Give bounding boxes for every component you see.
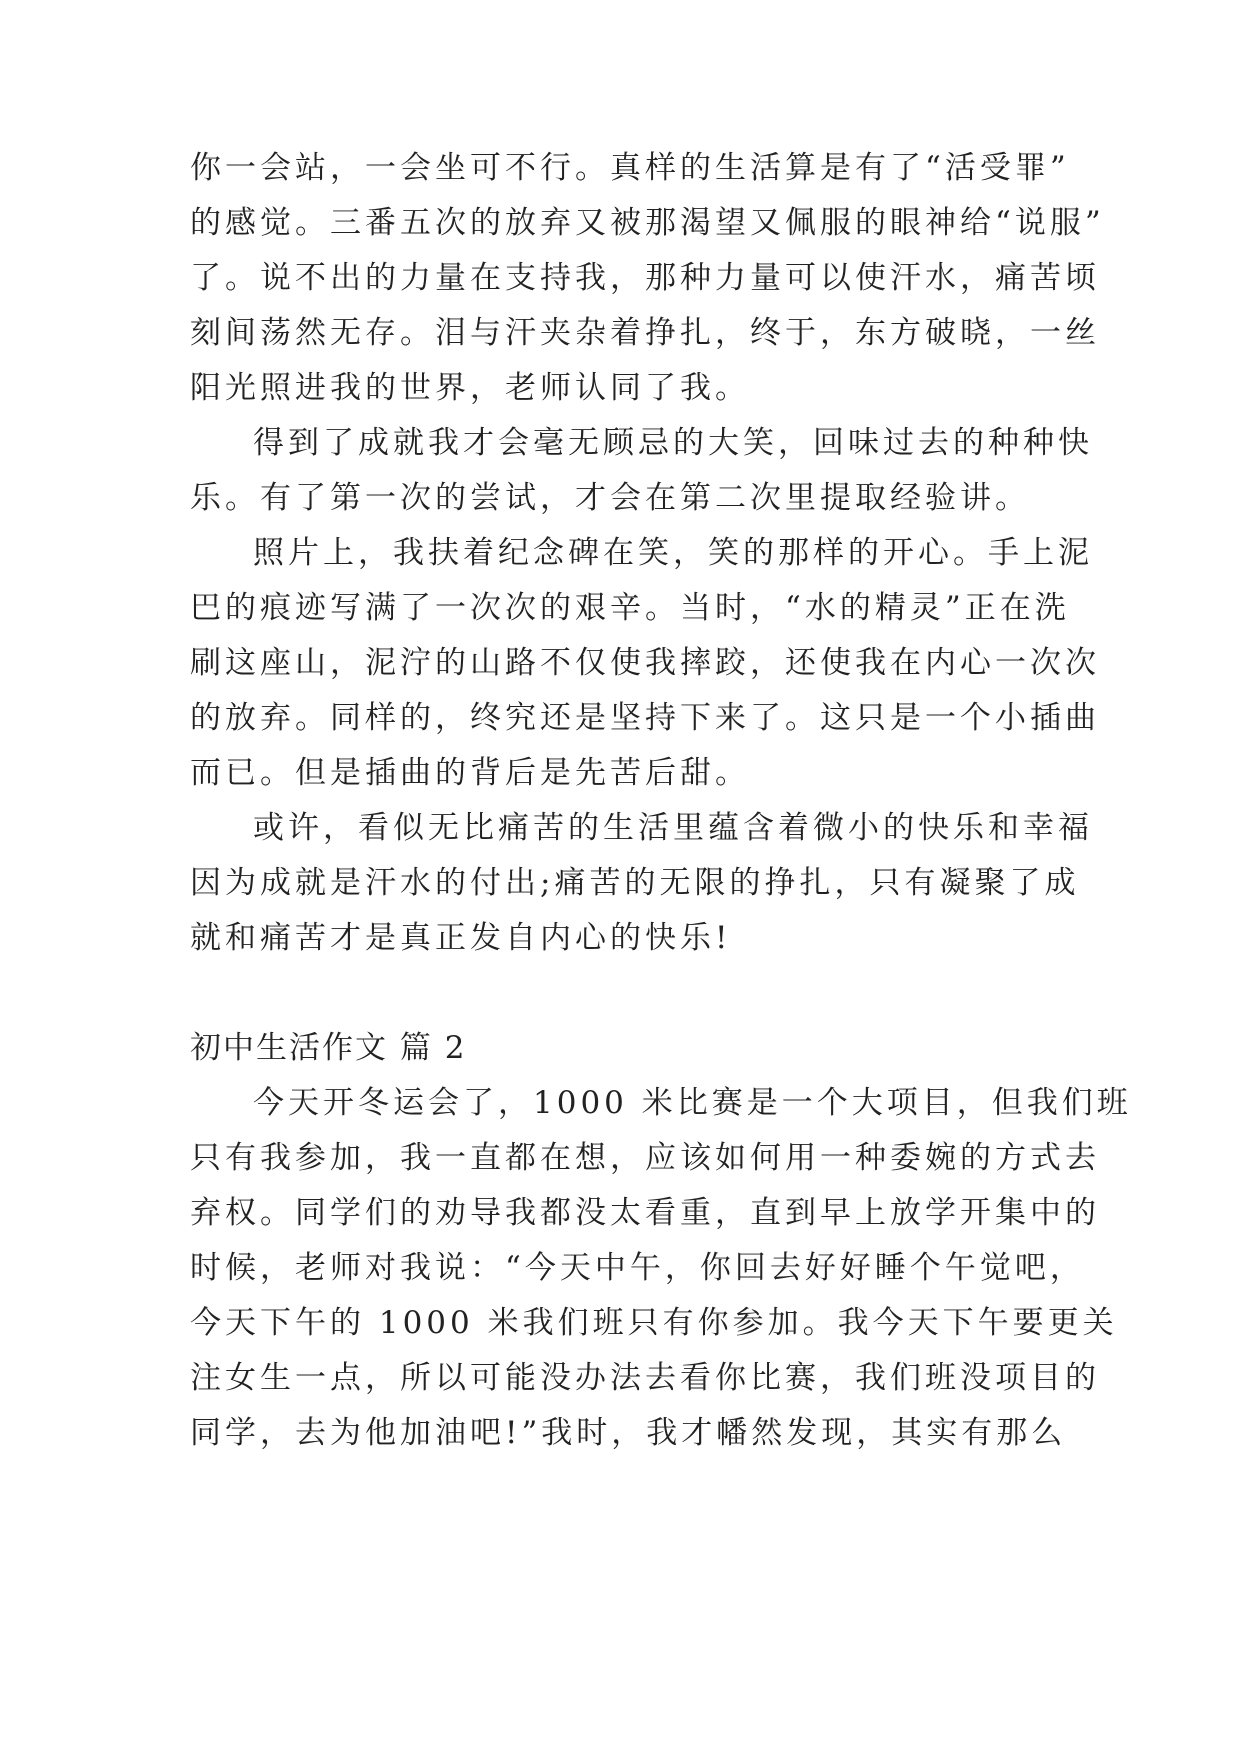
paragraph-first-line: 照片上，我扶着纪念碑在笑，笑的那样的开心。手上泥 bbox=[253, 535, 1093, 571]
text-line: 就和痛苦才是真正发自内心的快乐! bbox=[190, 920, 732, 956]
text-line: 了。说不出的力量在支持我，那种力量可以使汗水，痛苦顷 bbox=[190, 260, 1100, 296]
text-line: 因为成就是汗水的付出;痛苦的无限的挣扎，只有凝聚了成 bbox=[190, 865, 1080, 901]
text-line: 只有我参加，我一直都在想，应该如何用一种委婉的方式去 bbox=[190, 1140, 1100, 1176]
text-line: 的放弃。同样的，终究还是坚持下来了。这只是一个小插曲 bbox=[190, 700, 1100, 736]
text-line: 乐。有了第一次的尝试，才会在第二次里提取经验讲。 bbox=[190, 480, 1030, 516]
text-line: 弃权。同学们的劝导我都没太看重，直到早上放学开集中的 bbox=[190, 1195, 1100, 1231]
text-line: 刷这座山，泥泞的山路不仅使我摔跤，还使我在内心一次次 bbox=[190, 645, 1100, 681]
section-heading: 初中生活作文 篇 2 bbox=[190, 1030, 467, 1066]
text-line: 时候，老师对我说：“今天中午，你回去好好睡个午觉吧， bbox=[190, 1250, 1085, 1286]
paragraph-first-line: 今天开冬运会了，1000 米比赛是一个大项目，但我们班 bbox=[253, 1085, 1132, 1121]
text-line: 注女生一点，所以可能没办法去看你比赛，我们班没项目的 bbox=[190, 1360, 1100, 1396]
text-line: 的感觉。三番五次的放弃又被那渴望又佩服的眼神给“说服” bbox=[190, 205, 1105, 241]
text-line: 刻间荡然无存。泪与汗夹杂着挣扎，终于，东方破晓，一丝 bbox=[190, 315, 1100, 351]
text-line: 同学，去为他加油吧!”我时，我才幡然发现，其实有那么 bbox=[190, 1415, 1067, 1451]
text-line: 你一会站，一会坐可不行。真样的生活算是有了“活受罪” bbox=[190, 150, 1070, 186]
text-line: 阳光照进我的世界，老师认同了我。 bbox=[190, 370, 750, 406]
text-line: 今天下午的 1000 米我们班只有你参加。我今天下午要更关 bbox=[190, 1305, 1118, 1341]
paragraph-first-line: 或许，看似无比痛苦的生活里蕴含着微小的快乐和幸福 bbox=[253, 810, 1093, 846]
text-line: 而已。但是插曲的背后是先苦后甜。 bbox=[190, 755, 750, 791]
text-line: 巴的痕迹写满了一次次的艰辛。当时，“水的精灵”正在洗 bbox=[190, 590, 1070, 626]
paragraph-first-line: 得到了成就我才会毫无顾忌的大笑，回味过去的种种快 bbox=[253, 425, 1093, 461]
